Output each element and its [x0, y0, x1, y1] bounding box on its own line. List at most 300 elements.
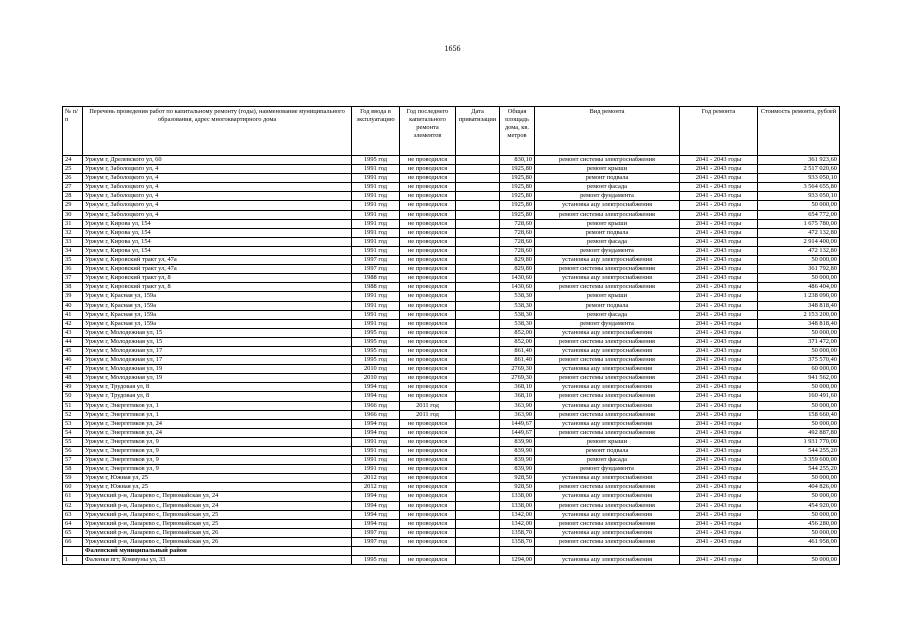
work-type-cell: установка ацу электроснабжения	[535, 419, 680, 428]
work-type-cell: ремонт системы электроснабжения	[535, 265, 680, 274]
area-cell: 1358,70	[500, 537, 535, 546]
table-row	[63, 201, 840, 210]
last-repair-cell: не проводился	[400, 537, 456, 546]
cost-cell: 544 255,20	[758, 465, 840, 474]
table-row	[63, 419, 840, 428]
last-repair-cell: не проводился	[400, 428, 456, 437]
address-cell: Уржумский р-н, Лазарево с, Первомайская ул, 26	[83, 528, 352, 537]
last-repair-cell: не проводился	[400, 374, 456, 383]
address-cell: Уржум г, Молодежная ул, 19	[83, 374, 352, 383]
work-type-cell: ремонт подвала	[535, 228, 680, 237]
area-cell: 1338,00	[500, 501, 535, 510]
privatization-cell	[456, 374, 500, 383]
repair-schedule-table	[62, 106, 840, 565]
area-cell: 1925,80	[500, 174, 535, 183]
cost-cell: 50 000,00	[758, 383, 840, 392]
work-type-cell: ремонт фасада	[535, 456, 680, 465]
year-built-cell: 1991 год	[352, 456, 400, 465]
area-cell: 1342,00	[500, 519, 535, 528]
repair-period-cell: 2041 - 2043 годы	[680, 483, 758, 492]
repair-period-cell: 2041 - 2043 годы	[680, 237, 758, 246]
row-number: 54	[63, 428, 83, 437]
header-privatization: Дата приватизации	[456, 107, 500, 156]
address-cell: Уржум г, Трудовая ул, 8	[83, 383, 352, 392]
work-type-cell: установка ацу электроснабжения	[535, 556, 680, 565]
row-number: 26	[63, 174, 83, 183]
row-number: 46	[63, 356, 83, 365]
area-cell: 368,10	[500, 392, 535, 401]
year-built-cell: 1994 год	[352, 492, 400, 501]
year-built-cell: 1995 год	[352, 356, 400, 365]
privatization-cell	[456, 274, 500, 283]
row-number: 29	[63, 201, 83, 210]
repair-period-cell: 2041 - 2043 годы	[680, 228, 758, 237]
area-cell: 1358,70	[500, 528, 535, 537]
repair-period-cell: 2041 - 2043 годы	[680, 265, 758, 274]
privatization-cell	[456, 337, 500, 346]
area-cell: 829,80	[500, 265, 535, 274]
area-cell: 538,30	[500, 301, 535, 310]
last-repair-cell: не проводился	[400, 174, 456, 183]
cost-cell: 361 792,80	[758, 265, 840, 274]
row-number: 36	[63, 265, 83, 274]
row-number: 47	[63, 365, 83, 374]
work-type-cell: ремонт системы электроснабжения	[535, 519, 680, 528]
address-cell: Уржум г, Кировский тракт ул, 8	[83, 274, 352, 283]
header-last-repair: Год последнего капитального ремонта элементов	[400, 107, 456, 156]
address-cell: Уржум г, Заболоцкого ул, 4	[83, 183, 352, 192]
privatization-cell	[456, 474, 500, 483]
table-row	[63, 265, 840, 274]
table-row	[63, 456, 840, 465]
repair-period-cell: 2041 - 2043 годы	[680, 165, 758, 174]
row-number: 33	[63, 237, 83, 246]
work-type-cell: ремонт подвала	[535, 174, 680, 183]
row-number: 1	[63, 556, 83, 565]
area-cell: 1925,80	[500, 192, 535, 201]
year-built-cell: 2010 год	[352, 374, 400, 383]
privatization-cell	[456, 501, 500, 510]
work-type-cell: ремонт системы электроснабжения	[535, 156, 680, 165]
last-repair-cell: не проводился	[400, 337, 456, 346]
address-cell: Уржум г, Молодежная ул, 17	[83, 356, 352, 365]
year-built-cell: 1991 год	[352, 465, 400, 474]
privatization-cell	[456, 192, 500, 201]
last-repair-cell: не проводился	[400, 528, 456, 537]
work-type-cell: установка ацу электроснабжения	[535, 346, 680, 355]
cost-cell: 486 404,00	[758, 283, 840, 292]
cost-cell: 160 491,60	[758, 392, 840, 401]
last-repair-cell: не проводился	[400, 292, 456, 301]
cost-cell: 2 517 020,60	[758, 165, 840, 174]
table-row	[63, 192, 840, 201]
area-cell: 1430,60	[500, 283, 535, 292]
cost-cell: 1 238 090,00	[758, 292, 840, 301]
address-cell: Уржумский р-н, Лазарево с, Первомайская ул, 24	[83, 501, 352, 510]
privatization-cell	[456, 419, 500, 428]
last-repair-cell: не проводился	[400, 447, 456, 456]
privatization-cell	[456, 456, 500, 465]
table-row	[63, 492, 840, 501]
year-built-cell: 1991 год	[352, 237, 400, 246]
row-number: 40	[63, 301, 83, 310]
last-repair-cell: не проводился	[400, 256, 456, 265]
section-empty-cell	[680, 547, 758, 556]
last-repair-cell: не проводился	[400, 156, 456, 165]
area-cell: 1338,00	[500, 492, 535, 501]
table-body	[63, 156, 840, 565]
year-built-cell: 1994 год	[352, 383, 400, 392]
privatization-cell	[456, 383, 500, 392]
table-row	[63, 356, 840, 365]
address-cell: Уржум г, Энергетиков ул, 1	[83, 401, 352, 410]
repair-period-cell: 2041 - 2043 годы	[680, 456, 758, 465]
privatization-cell	[456, 219, 500, 228]
cost-cell: 50 000,00	[758, 419, 840, 428]
table-row	[63, 319, 840, 328]
cost-cell: 50 000,00	[758, 492, 840, 501]
year-built-cell: 1988 год	[352, 274, 400, 283]
cost-cell: 50 000,00	[758, 556, 840, 565]
repair-period-cell: 2041 - 2043 годы	[680, 210, 758, 219]
section-empty-cell	[400, 547, 456, 556]
repair-period-cell: 2041 - 2043 годы	[680, 556, 758, 565]
address-cell: Уржум г, Красная ул, 159а	[83, 319, 352, 328]
row-number: 28	[63, 192, 83, 201]
area-cell: 1925,80	[500, 201, 535, 210]
work-type-cell: ремонт системы электроснабжения	[535, 392, 680, 401]
work-type-cell: установка ацу электроснабжения	[535, 328, 680, 337]
year-built-cell: 1991 год	[352, 192, 400, 201]
privatization-cell	[456, 401, 500, 410]
privatization-cell	[456, 556, 500, 565]
year-built-cell: 1997 год	[352, 528, 400, 537]
privatization-cell	[456, 283, 500, 292]
table-row	[63, 428, 840, 437]
work-type-cell: ремонт системы электроснабжения	[535, 374, 680, 383]
header-year-built: Год ввода в эксплуатацию	[352, 107, 400, 156]
work-type-cell: установка ацу электроснабжения	[535, 274, 680, 283]
row-number: 56	[63, 447, 83, 456]
table-row	[63, 465, 840, 474]
address-cell: Уржум г, Трудовая ул, 8	[83, 392, 352, 401]
address-cell: Уржум г, Кирова ул, 154	[83, 228, 352, 237]
repair-period-cell: 2041 - 2043 годы	[680, 528, 758, 537]
work-type-cell: установка ацу электроснабжения	[535, 474, 680, 483]
section-num-cell	[63, 547, 83, 556]
work-type-cell: ремонт системы электроснабжения	[535, 210, 680, 219]
repair-period-cell: 2041 - 2043 годы	[680, 274, 758, 283]
repair-period-cell: 2041 - 2043 годы	[680, 310, 758, 319]
repair-period-cell: 2041 - 2043 годы	[680, 537, 758, 546]
year-built-cell: 1991 год	[352, 246, 400, 255]
work-type-cell: установка ацу электроснабжения	[535, 492, 680, 501]
last-repair-cell: не проводился	[400, 228, 456, 237]
row-number: 25	[63, 165, 83, 174]
work-type-cell: установка ацу электроснабжения	[535, 528, 680, 537]
last-repair-cell: не проводился	[400, 474, 456, 483]
repair-period-cell: 2041 - 2043 годы	[680, 392, 758, 401]
work-type-cell: ремонт крыши	[535, 219, 680, 228]
table-row	[63, 383, 840, 392]
area-cell: 1294,00	[500, 556, 535, 565]
address-cell: Уржумский р-н, Лазарево с, Первомайская ул, 24	[83, 492, 352, 501]
table-row	[63, 537, 840, 546]
cost-cell: 348 818,40	[758, 319, 840, 328]
row-number: 37	[63, 274, 83, 283]
area-cell: 538,30	[500, 292, 535, 301]
work-type-cell: ремонт фасада	[535, 310, 680, 319]
privatization-cell	[456, 183, 500, 192]
address-cell: Уржум г, Кировский тракт ул, 47а	[83, 265, 352, 274]
address-cell: Уржум г, Кирова ул, 154	[83, 219, 352, 228]
section-empty-cell	[352, 547, 400, 556]
header-area: Общая площадь дома, кв. метров	[500, 107, 535, 156]
cost-cell: 544 255,20	[758, 447, 840, 456]
address-cell: Уржум г, Заболоцкого ул, 4	[83, 174, 352, 183]
table-row	[63, 474, 840, 483]
last-repair-cell: не проводился	[400, 456, 456, 465]
work-type-cell: установка ацу электроснабжения	[535, 201, 680, 210]
cost-cell: 492 887,80	[758, 428, 840, 437]
last-repair-cell: не проводился	[400, 319, 456, 328]
address-cell: Уржум г, Энергетиков ул, 9	[83, 447, 352, 456]
repair-period-cell: 2041 - 2043 годы	[680, 256, 758, 265]
year-built-cell: 1997 год	[352, 265, 400, 274]
work-type-cell: установка ацу электроснабжения	[535, 383, 680, 392]
privatization-cell	[456, 465, 500, 474]
address-cell: Уржум г, Заболоцкого ул, 4	[83, 201, 352, 210]
area-cell: 829,80	[500, 256, 535, 265]
year-built-cell: 1991 год	[352, 219, 400, 228]
year-built-cell: 1966 год	[352, 410, 400, 419]
year-built-cell: 1997 год	[352, 256, 400, 265]
last-repair-cell: не проводился	[400, 219, 456, 228]
work-type-cell: ремонт системы электроснабжения	[535, 410, 680, 419]
table-row	[63, 337, 840, 346]
repair-period-cell: 2041 - 2043 годы	[680, 219, 758, 228]
last-repair-cell: не проводился	[400, 519, 456, 528]
row-number: 66	[63, 537, 83, 546]
row-number: 31	[63, 219, 83, 228]
privatization-cell	[456, 492, 500, 501]
privatization-cell	[456, 319, 500, 328]
section-title: Фаленский муниципальный район	[83, 547, 352, 556]
cost-cell: 3 564 655,80	[758, 183, 840, 192]
cost-cell: 404 826,00	[758, 483, 840, 492]
last-repair-cell: не проводился	[400, 465, 456, 474]
work-type-cell: ремонт системы электроснабжения	[535, 356, 680, 365]
privatization-cell	[456, 537, 500, 546]
repair-period-cell: 2041 - 2043 годы	[680, 401, 758, 410]
cost-cell: 3 359 600,00	[758, 456, 840, 465]
table-row	[63, 165, 840, 174]
privatization-cell	[456, 174, 500, 183]
section-row	[63, 547, 840, 556]
table-row	[63, 510, 840, 519]
year-built-cell: 1991 год	[352, 301, 400, 310]
year-built-cell: 1988 год	[352, 283, 400, 292]
repair-period-cell: 2041 - 2043 годы	[680, 419, 758, 428]
repair-period-cell: 2041 - 2043 годы	[680, 346, 758, 355]
area-cell: 728,60	[500, 219, 535, 228]
year-built-cell: 2010 год	[352, 365, 400, 374]
area-cell: 728,60	[500, 237, 535, 246]
work-type-cell: ремонт системы электроснабжения	[535, 483, 680, 492]
last-repair-cell: не проводился	[400, 392, 456, 401]
address-cell: Уржум г, Молодежная ул, 15	[83, 337, 352, 346]
table-row	[63, 274, 840, 283]
row-number: 42	[63, 319, 83, 328]
table-row	[63, 237, 840, 246]
privatization-cell	[456, 365, 500, 374]
cost-cell: 50 000,00	[758, 346, 840, 355]
last-repair-cell: не проводился	[400, 265, 456, 274]
repair-period-cell: 2041 - 2043 годы	[680, 437, 758, 446]
area-cell: 1449,67	[500, 428, 535, 437]
last-repair-cell: не проводился	[400, 183, 456, 192]
section-empty-cell	[500, 547, 535, 556]
table-row	[63, 401, 840, 410]
row-number: 57	[63, 456, 83, 465]
cost-cell: 654 772,00	[758, 210, 840, 219]
work-type-cell: ремонт фундамента	[535, 465, 680, 474]
area-cell: 2769,30	[500, 374, 535, 383]
table-row	[63, 346, 840, 355]
privatization-cell	[456, 437, 500, 446]
cost-cell: 461 958,00	[758, 537, 840, 546]
year-built-cell: 1994 год	[352, 501, 400, 510]
last-repair-cell: не проводился	[400, 237, 456, 246]
address-cell: Уржум г, Кировский тракт ул, 47а	[83, 256, 352, 265]
cost-cell: 456 280,00	[758, 519, 840, 528]
row-number: 58	[63, 465, 83, 474]
table-row	[63, 283, 840, 292]
work-type-cell: ремонт системы электроснабжения	[535, 283, 680, 292]
area-cell: 839,90	[500, 447, 535, 456]
year-built-cell: 1995 год	[352, 556, 400, 565]
cost-cell: 50 000,00	[758, 201, 840, 210]
year-built-cell: 1991 год	[352, 228, 400, 237]
cost-cell: 472 132,80	[758, 228, 840, 237]
header-num: № п/п	[63, 107, 83, 156]
cost-cell: 2 914 400,00	[758, 237, 840, 246]
repair-period-cell: 2041 - 2043 годы	[680, 192, 758, 201]
cost-cell: 933 050,10	[758, 174, 840, 183]
year-built-cell: 1994 год	[352, 519, 400, 528]
work-type-cell: ремонт системы электроснабжения	[535, 428, 680, 437]
row-number: 64	[63, 519, 83, 528]
table-row	[63, 246, 840, 255]
row-number: 53	[63, 419, 83, 428]
year-built-cell: 1995 год	[352, 337, 400, 346]
repair-period-cell: 2041 - 2043 годы	[680, 410, 758, 419]
repair-period-cell: 2041 - 2043 годы	[680, 465, 758, 474]
privatization-cell	[456, 228, 500, 237]
privatization-cell	[456, 246, 500, 255]
year-built-cell: 1991 год	[352, 292, 400, 301]
cost-cell: 50 000,00	[758, 528, 840, 537]
privatization-cell	[456, 292, 500, 301]
header-cost: Стоимость ремонта, рублей	[758, 107, 840, 156]
cost-cell: 941 562,00	[758, 374, 840, 383]
table-row	[63, 219, 840, 228]
last-repair-cell: не проводился	[400, 274, 456, 283]
year-built-cell: 1966 год	[352, 401, 400, 410]
area-cell: 928,50	[500, 483, 535, 492]
year-built-cell: 1994 год	[352, 510, 400, 519]
work-type-cell: ремонт подвала	[535, 301, 680, 310]
cost-cell: 50 000,00	[758, 256, 840, 265]
area-cell: 839,90	[500, 456, 535, 465]
work-type-cell: установка ацу электроснабжения	[535, 365, 680, 374]
area-cell: 728,60	[500, 228, 535, 237]
last-repair-cell: 2011 год	[400, 410, 456, 419]
cost-cell: 348 818,40	[758, 301, 840, 310]
row-number: 60	[63, 483, 83, 492]
repair-period-cell: 2041 - 2043 годы	[680, 510, 758, 519]
year-built-cell: 1991 год	[352, 174, 400, 183]
repair-period-cell: 2041 - 2043 годы	[680, 292, 758, 301]
last-repair-cell: не проводился	[400, 556, 456, 565]
work-type-cell: ремонт фасада	[535, 183, 680, 192]
cost-cell: 1 931 770,00	[758, 437, 840, 446]
cost-cell: 454 920,00	[758, 501, 840, 510]
year-built-cell: 1997 год	[352, 537, 400, 546]
address-cell: Уржум г, Южная ул, 25	[83, 474, 352, 483]
repair-period-cell: 2041 - 2043 годы	[680, 319, 758, 328]
table-row	[63, 328, 840, 337]
last-repair-cell: не проводился	[400, 246, 456, 255]
table-row	[63, 410, 840, 419]
table-row	[63, 310, 840, 319]
address-cell: Уржум г, Энергетиков ул, 9	[83, 465, 352, 474]
cost-cell: 472 132,80	[758, 246, 840, 255]
year-built-cell: 1991 год	[352, 319, 400, 328]
last-repair-cell: не проводился	[400, 165, 456, 174]
repair-period-cell: 2041 - 2043 годы	[680, 492, 758, 501]
address-cell: Уржум г, Южная ул, 25	[83, 483, 352, 492]
year-built-cell: 1991 год	[352, 437, 400, 446]
address-cell: Уржум г, Красная ул, 159а	[83, 301, 352, 310]
last-repair-cell: не проводился	[400, 310, 456, 319]
year-built-cell: 1991 год	[352, 183, 400, 192]
address-cell: Уржум г, Молодежная ул, 19	[83, 365, 352, 374]
year-built-cell: 1991 год	[352, 201, 400, 210]
year-built-cell: 1995 год	[352, 328, 400, 337]
last-repair-cell: не проводился	[400, 510, 456, 519]
area-cell: 538,30	[500, 310, 535, 319]
last-repair-cell: не проводился	[400, 419, 456, 428]
work-type-cell: ремонт фундамента	[535, 246, 680, 255]
row-number: 50	[63, 392, 83, 401]
header-work: Вид ремонта	[535, 107, 680, 156]
address-cell: Уржумский р-н, Лазарево с, Первомайская ул, 25	[83, 519, 352, 528]
repair-period-cell: 2041 - 2043 годы	[680, 183, 758, 192]
address-cell: Уржум г, Энергетиков ул, 1	[83, 410, 352, 419]
cost-cell: 371 472,00	[758, 337, 840, 346]
privatization-cell	[456, 328, 500, 337]
address-cell: Уржум г, Заболоцкого ул, 4	[83, 192, 352, 201]
year-built-cell: 1991 год	[352, 210, 400, 219]
year-built-cell: 1995 год	[352, 346, 400, 355]
repair-period-cell: 2041 - 2043 годы	[680, 328, 758, 337]
address-cell: Уржум г, Энергетиков ул, 24	[83, 419, 352, 428]
last-repair-cell: не проводился	[400, 192, 456, 201]
repair-period-cell: 2041 - 2043 годы	[680, 337, 758, 346]
address-cell: Уржум г, Заболоцкого ул, 4	[83, 165, 352, 174]
table-row	[63, 183, 840, 192]
